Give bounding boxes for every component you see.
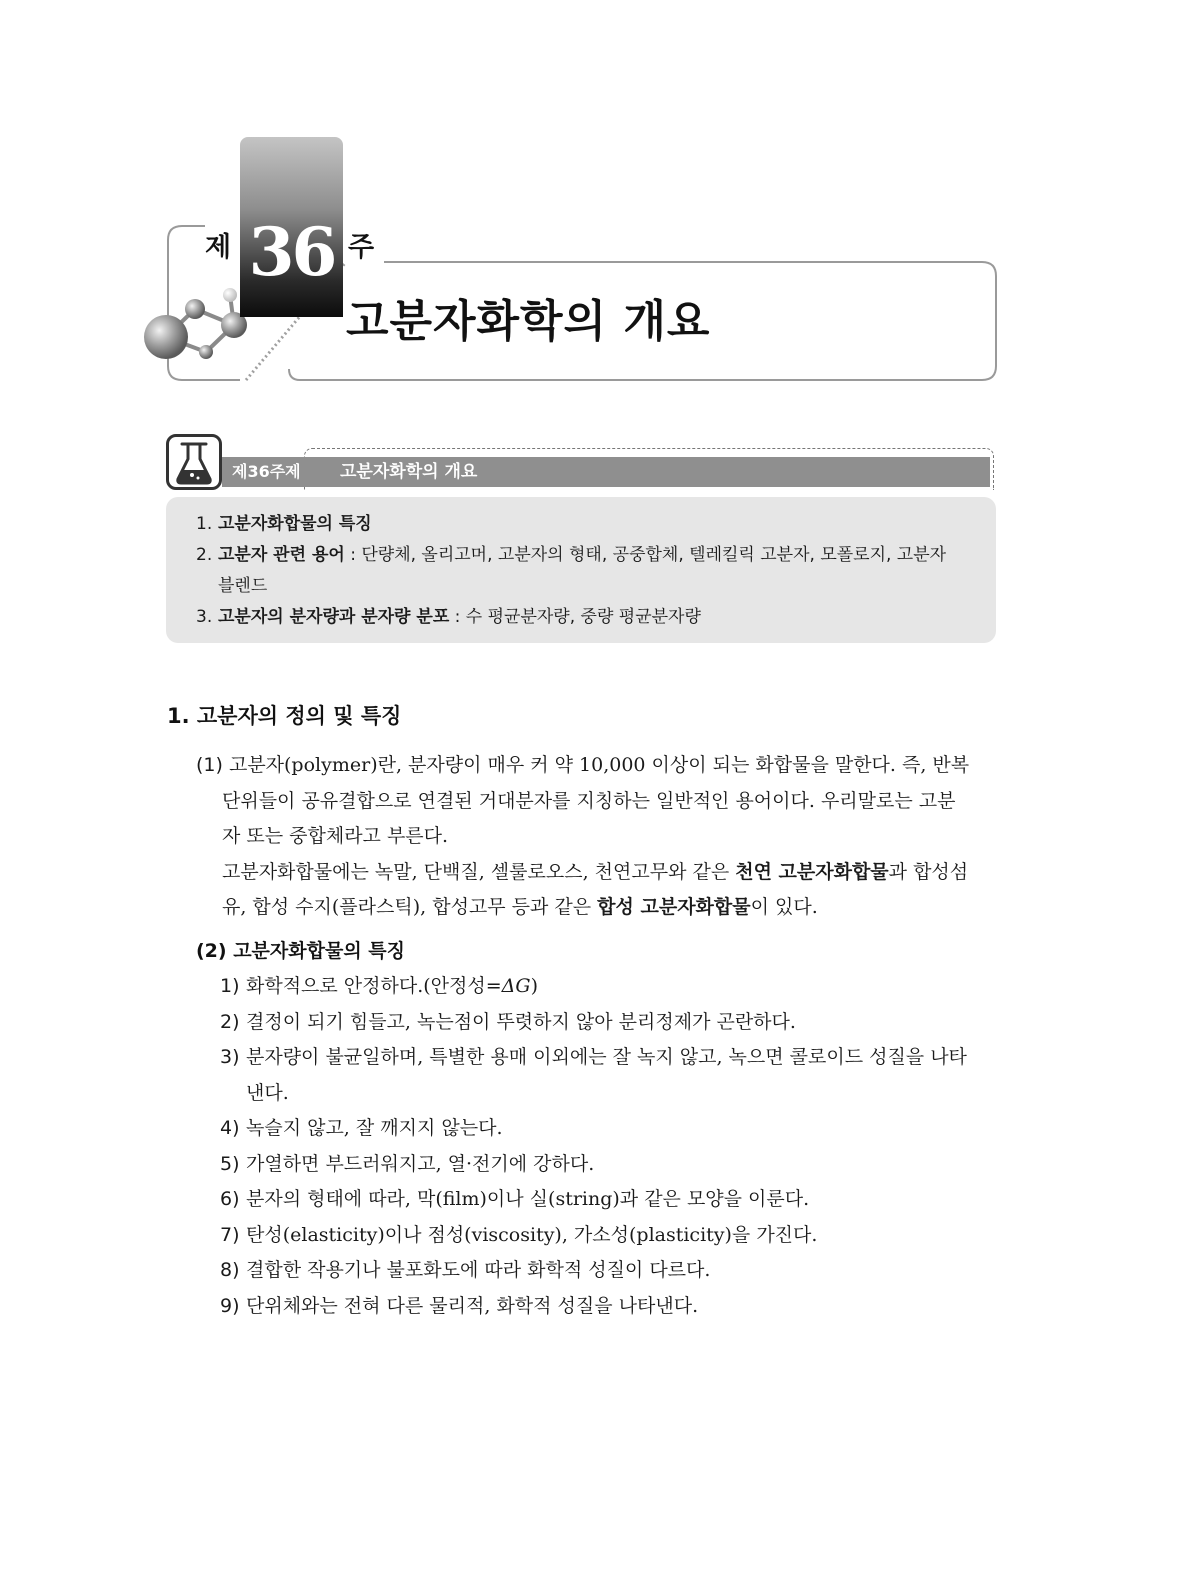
paragraph-line: 고분자(polymer)란, 분자량이 매우 커 약 10,000 이상이 되는 화합물을 말한다. 즉, 반복 xyxy=(222,754,970,776)
section-title: 1. 고분자의 정의 및 특징 xyxy=(167,704,402,728)
list-item-number: 4) xyxy=(220,1117,240,1139)
summary-item xyxy=(196,540,966,602)
list-item-text: 결합한 작용기나 불포화도에 따라 화학적 성질이 다르다. xyxy=(246,1259,711,1281)
summary-separator: : xyxy=(344,545,362,565)
list-item-number: 8) xyxy=(220,1259,240,1281)
list-item-text: 가열하면 부드러워지고, 열·전기에 강하다. xyxy=(246,1152,595,1175)
list-item-text: 결정이 되기 힘들고, 녹는점이 뚜렷하지 않아 분리정제가 곤란하다. xyxy=(246,1010,796,1033)
paragraph-text: 고분자화합물에는 녹말, 단백질, 셀룰로오스, 천연고무와 같은 xyxy=(222,860,736,883)
chapter-number: 36 xyxy=(248,213,335,291)
list-item xyxy=(220,1147,996,1183)
summary-item-text: 단량체, 올리고머, 고분자의 형태, 공중합체, 텔레킬릭 고분자, 모폴로지, 고분자 xyxy=(361,545,947,565)
emphasis-natural-polymer: 천연 고분자화합물 xyxy=(735,860,889,883)
topic-name: 고분자화학의 개요 xyxy=(340,462,478,482)
list-item xyxy=(220,1289,996,1325)
list-item-number: 5) xyxy=(220,1152,240,1175)
list-item xyxy=(220,1005,996,1041)
paragraph-label: (1) xyxy=(196,754,223,776)
chapter-header xyxy=(0,0,1181,400)
summary-item xyxy=(196,602,966,633)
list-item-number: 3) xyxy=(220,1046,240,1068)
list-item-text: 분자의 형태에 따라, 막(film)이나 실(string)과 같은 모양을 이룬다. xyxy=(246,1188,810,1210)
list-item xyxy=(220,1253,996,1289)
summary-item-number: 1. xyxy=(196,514,213,534)
emphasis-synthetic-polymer: 합성 고분자화합물 xyxy=(597,896,751,918)
flask-icon xyxy=(169,437,219,487)
summary-item-title: 고분자의 분자량과 분자량 분포 xyxy=(218,607,450,627)
topic-bar xyxy=(222,457,990,487)
summary-item xyxy=(196,509,966,540)
paragraph-definition xyxy=(196,748,996,926)
paragraph-text: 이 있다. xyxy=(750,896,818,918)
list-item-text: ) xyxy=(530,975,538,997)
chapter-title: 고분자화학의 개요 xyxy=(346,296,711,347)
math-delta-g: ΔG xyxy=(501,975,531,997)
list-item-text: 화학적으로 안정하다.(안정성= xyxy=(246,975,502,997)
list-item-number: 2) xyxy=(220,1010,240,1033)
list-item-number: 9) xyxy=(220,1294,240,1317)
list-item-text-cont: 낸다. xyxy=(246,1081,289,1104)
list-item xyxy=(220,969,996,1005)
list-item-text: 녹슬지 않고, 잘 깨지지 않는다. xyxy=(246,1117,503,1139)
subsection-title: (2) 고분자화합물의 특징 xyxy=(196,940,406,962)
list-item xyxy=(220,1182,996,1218)
summary-item-text-cont: 블렌드 xyxy=(218,576,268,596)
list-item xyxy=(220,1218,996,1254)
chapter-suffix: 주 xyxy=(348,232,375,263)
paragraph-line xyxy=(196,890,996,926)
feature-list xyxy=(220,969,996,1324)
list-item xyxy=(220,1040,996,1111)
list-item-text: 분자량이 불균일하며, 특별한 용매 이외에는 잘 녹지 않고, 녹으면 콜로이드 성질을 나타 xyxy=(246,1046,967,1068)
list-item-number: 7) xyxy=(220,1223,240,1246)
paragraph-line: 자 또는 중합체라고 부른다. xyxy=(222,825,449,847)
list-item-number: 6) xyxy=(220,1188,240,1210)
summary-box xyxy=(166,497,996,643)
summary-item-text: 수 평균분자량, 중량 평균분자량 xyxy=(465,607,701,627)
summary-separator: : xyxy=(449,607,466,627)
paragraph-line: 단위들이 공유결합으로 연결된 거대분자를 지칭하는 일반적인 용어이다. 우리말로는 고분 xyxy=(222,789,956,812)
flask-icon-box xyxy=(166,434,222,490)
list-item-number: 1) xyxy=(220,975,240,997)
chapter-prefix: 제 xyxy=(205,232,232,263)
summary-item-title: 고분자화합물의 특징 xyxy=(218,514,372,534)
paragraph-text: 과 합성섬 xyxy=(888,860,969,883)
list-item-text: 단위체와는 전혀 다른 물리적, 화학적 성질을 나타낸다. xyxy=(246,1294,699,1317)
summary-item-number: 3. xyxy=(196,607,213,627)
list-item xyxy=(220,1111,996,1147)
topic-label: 제36주제 xyxy=(232,462,301,481)
summary-item-number: 2. xyxy=(196,545,213,565)
paragraph-line xyxy=(196,855,996,891)
summary-item-title: 고분자 관련 용어 xyxy=(218,545,345,565)
paragraph-text: 유, 합성 수지(플라스틱), 합성고무 등과 같은 xyxy=(222,896,598,918)
list-item-text: 탄성(elasticity)이나 점성(viscosity), 가소성(plasticity)을 가진다. xyxy=(246,1223,818,1246)
